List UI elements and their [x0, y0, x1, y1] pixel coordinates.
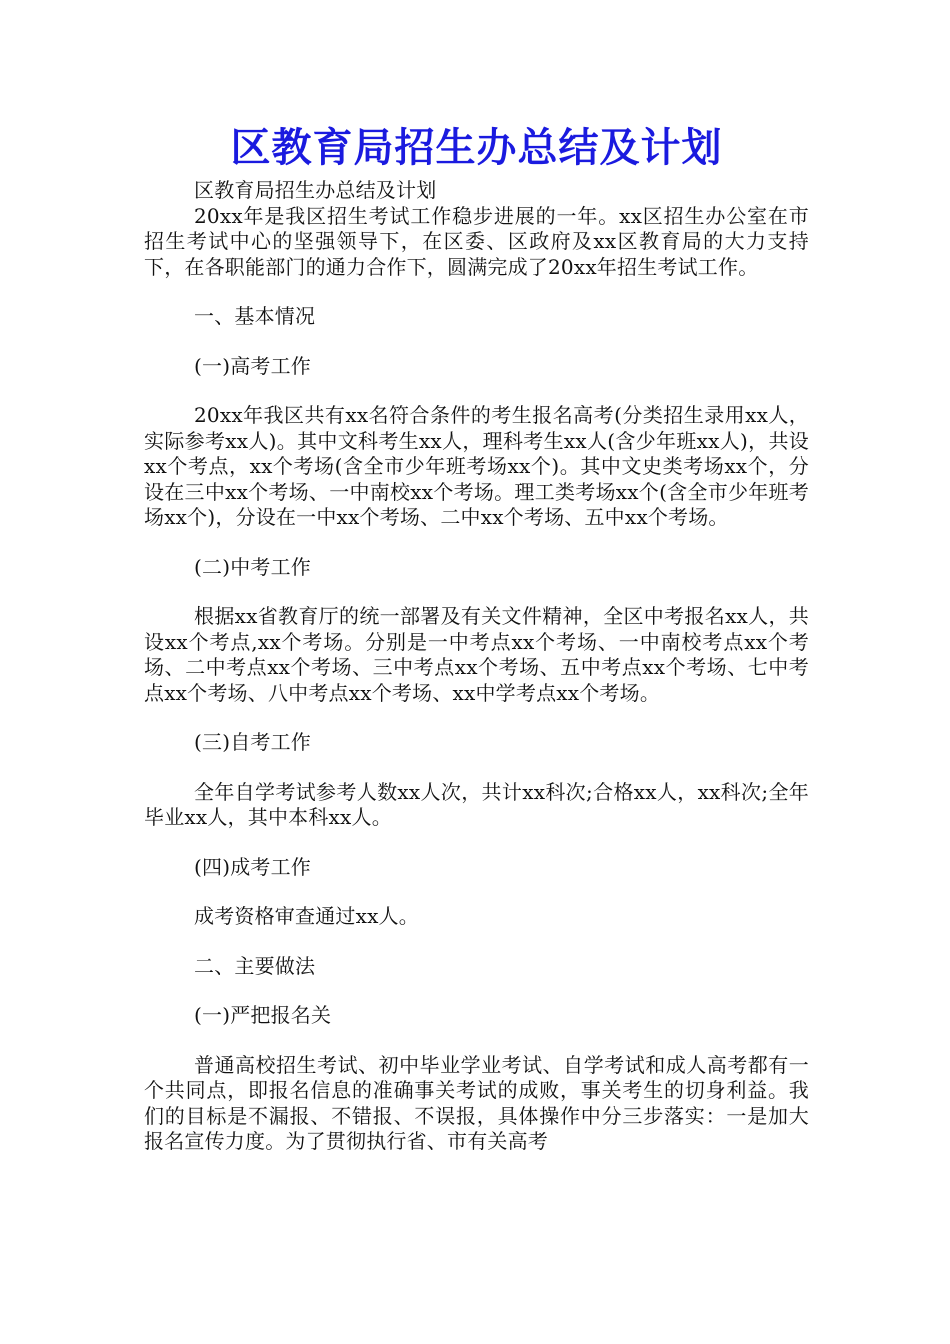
subtitle-paragraph: 区教育局招生办总结及计划: [194, 178, 437, 202]
zikao-paragraph: 全年自学考试参考人数xx人次，共计xx科次;合格xx人，xx科次;全年毕业xx人，其中本科xx人。: [144, 779, 809, 829]
registration-paragraph: 普通高校招生考试、初中毕业学业考试、自学考试和成人高考都有一个共同点，即报名信息的准确事关考试的成败，事关考生的切身利益。我们的目标是不漏报、不错报、不误报，具体操作中分三步落实：一是加大报名宣传力度。为了贯彻执行省、市有关高考: [144, 1052, 809, 1153]
zhongkao-paragraph: 根据xx省教育厅的统一部署及有关文件精神，全区中考报名xx人，共设xx个考点,xx个考场。分别是一中考点xx个考场、一中南校考点xx个考场、二中考点xx个考场、三中考点xx个考场、五中考点xx个考场、七中考点xx个考场、八中考点xx个考场、xx中学考点xx个考场。: [144, 604, 809, 705]
section-heading-methods: 二、主要做法: [194, 953, 316, 978]
subsection-heading-zikao: (三)自考工作: [194, 730, 312, 754]
section-heading-basic: 一、基本情况: [194, 304, 316, 328]
gaokao-paragraph: 20xx年我区共有xx名符合条件的考生报名高考(分类招生录用xx人，实际参考xx人)。其中文科考生xx人，理科考生xx人(含少年班xx人)，共设xx个考点，xx个考场(含全市少年班考场xx个)。其中文史类考场xx个，分设在三中xx个考场、一中南校xx个考场。理工类考场xx个(含全市少年班考场xx个)，分设在一中xx个考场、二中xx个考场、五中xx个考场。: [144, 403, 809, 529]
subsection-heading-gaokao: (一)高考工作: [194, 353, 312, 378]
intro-paragraph: 20xx年是我区招生考试工作稳步进展的一年。xx区招生办公室在市招生考试中心的坚强领导下，在区委、区政府及xx区教育局的大力支持下，在各职能部门的通力合作下，圆满完成了20xx年招生考试工作。: [144, 203, 809, 279]
document-page: [144, 118, 809, 1155]
subsection-heading-chengkao: (四)成考工作: [194, 854, 312, 879]
document-title: 区教育局招生办总结及计划: [230, 125, 723, 171]
subsection-heading-zhongkao: (二)中考工作: [194, 554, 312, 579]
subsection-heading-registration: (一)严把报名关: [194, 1003, 332, 1027]
chengkao-paragraph: 成考资格审查通过xx人。: [194, 904, 419, 928]
